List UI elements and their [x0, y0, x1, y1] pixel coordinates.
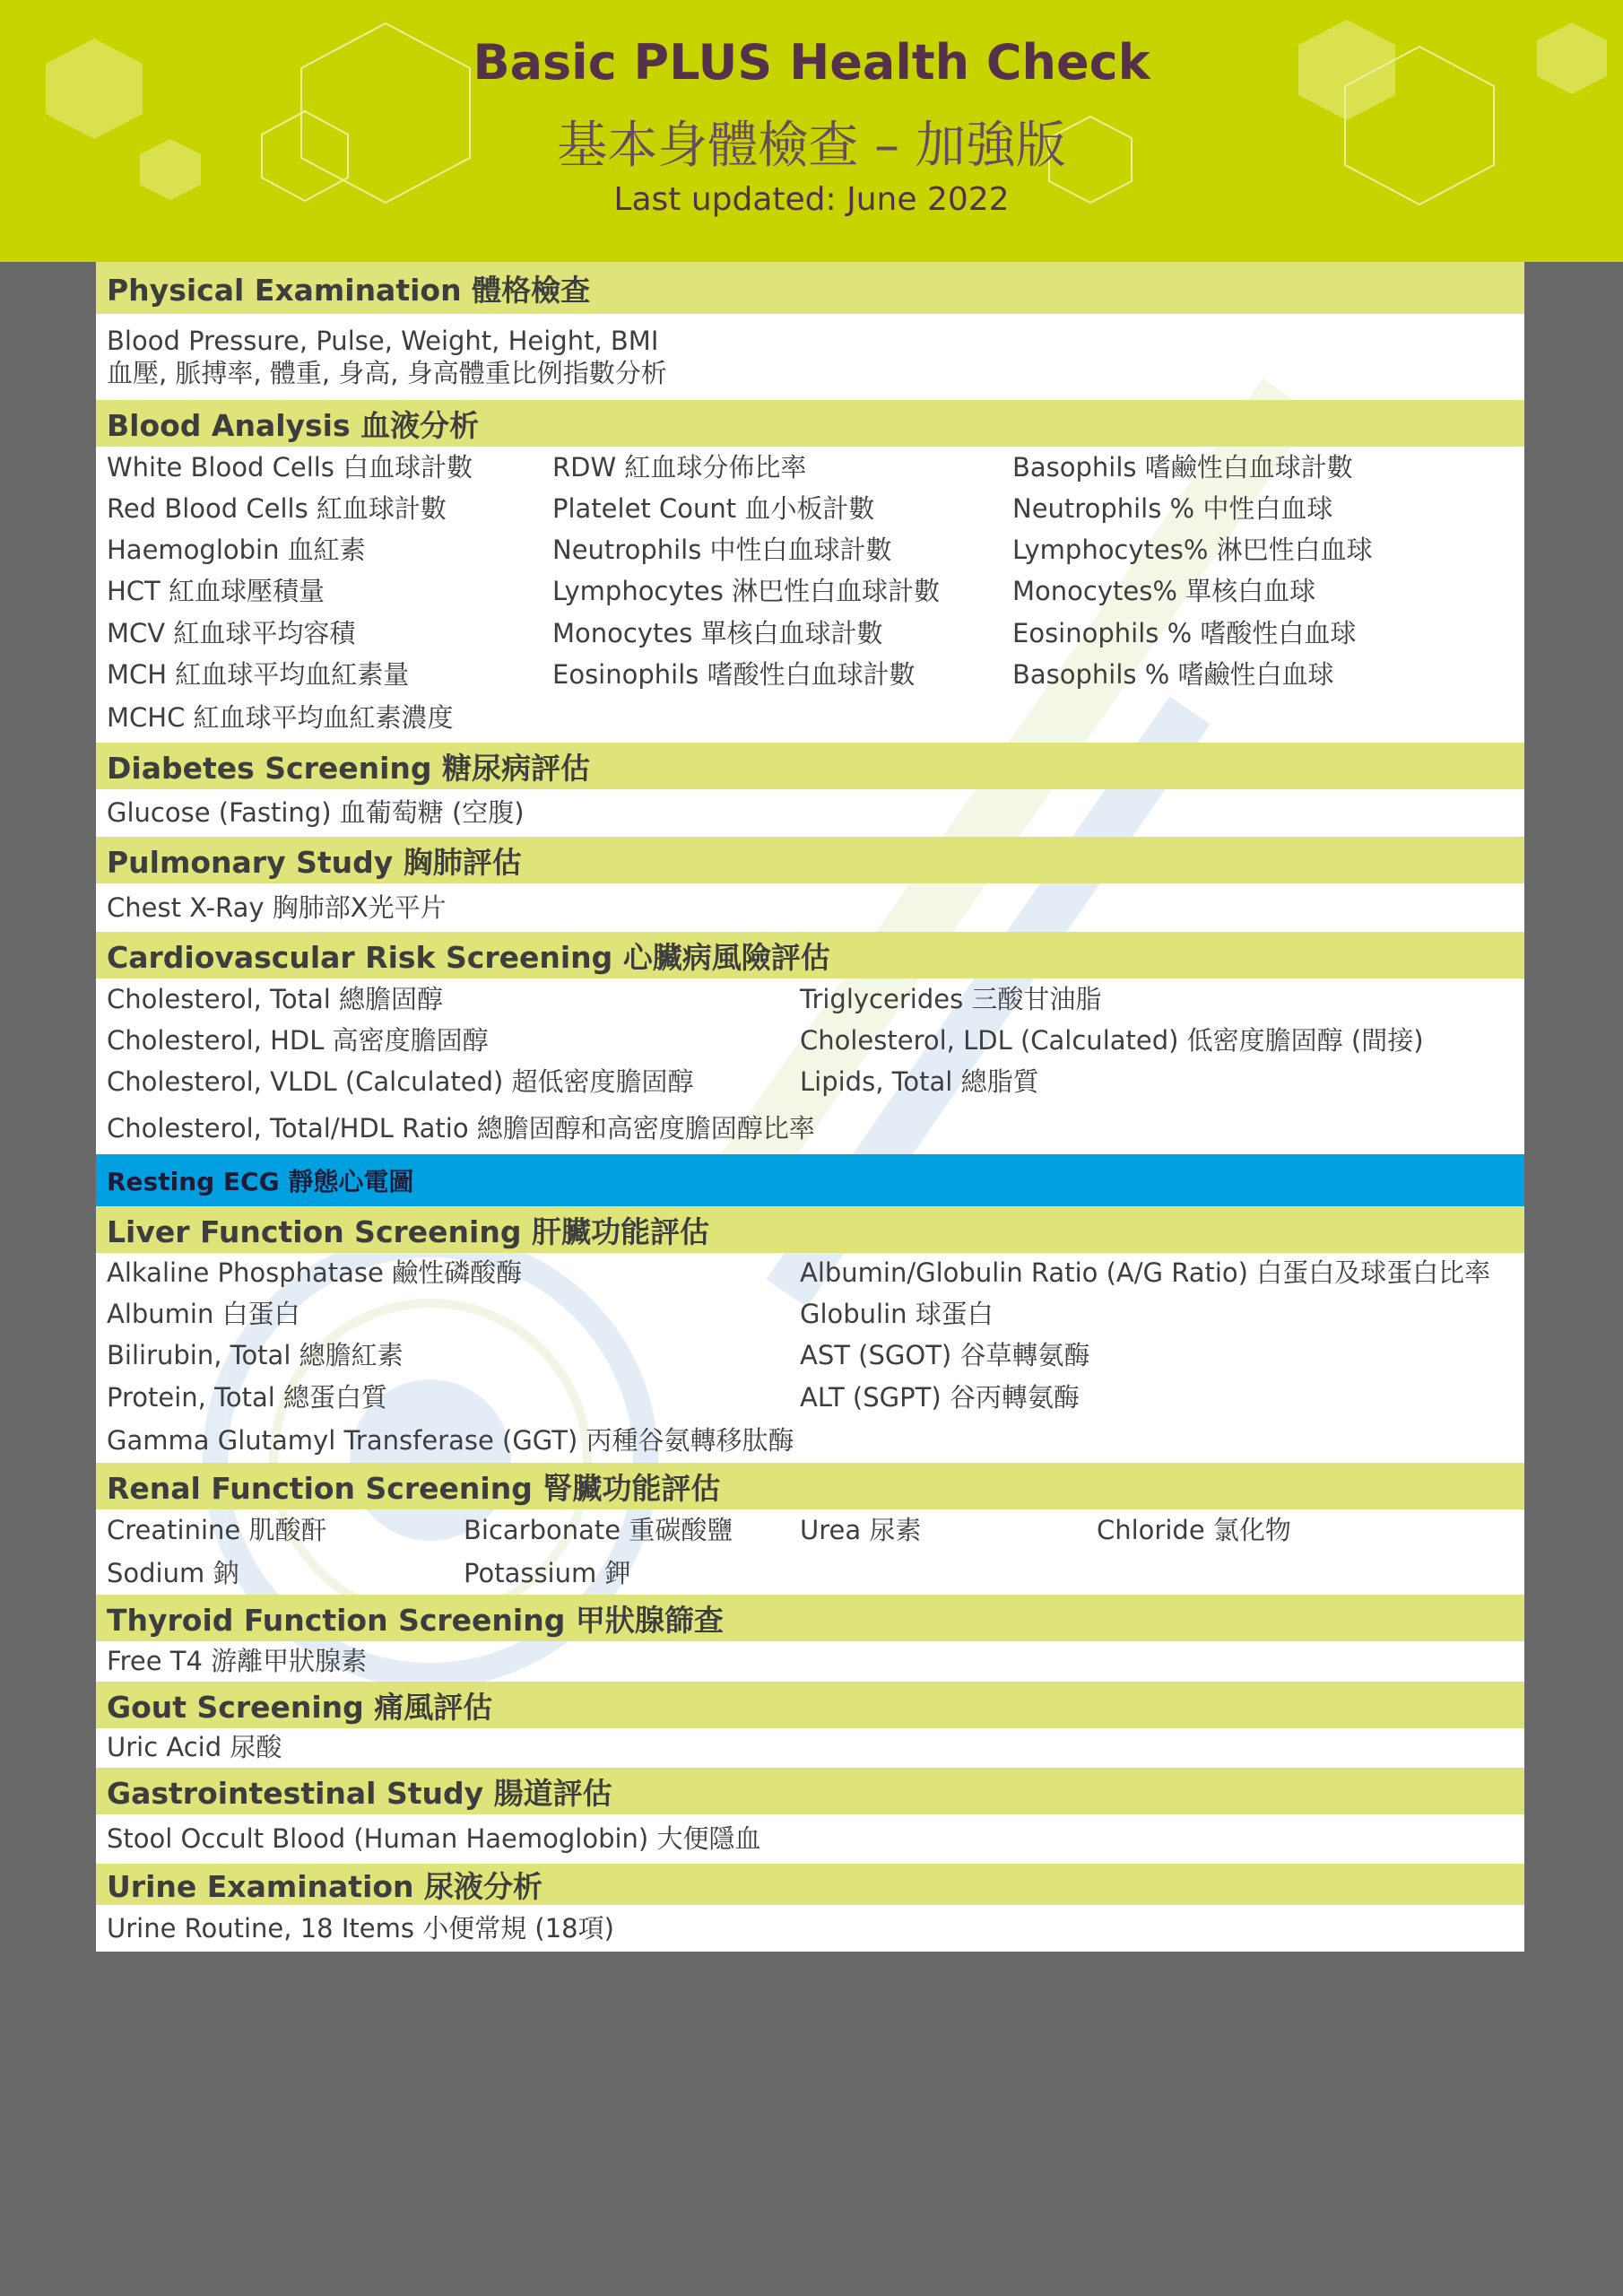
list-item: Cholesterol, LDL (Calculated) 低密度膽固醇 (間接)	[800, 1025, 1424, 1056]
list-item: HCT 紅血球壓積量	[107, 576, 325, 606]
list-item: Lymphocytes% 淋巴性白血球	[1012, 535, 1373, 565]
section-resting-ecg: Resting ECG 靜態心電圖	[96, 1154, 1524, 1206]
list-item: Lipids, Total 總脂質	[800, 1066, 1039, 1097]
list-item: Cholesterol, Total 總膽固醇	[107, 984, 444, 1014]
list-item: Cholesterol, VLDL (Calculated) 超低密度膽固醇	[107, 1066, 694, 1097]
section-pulmonary-study: Pulmonary Study 胸肺評估	[96, 837, 1524, 883]
page-header	[0, 0, 1623, 262]
list-item: Creatinine 肌酸酐	[107, 1515, 327, 1545]
list-item: Globulin 球蛋白	[800, 1299, 994, 1329]
last-updated: Last updated: June 2022	[613, 181, 1010, 218]
list-item: Protein, Total 總蛋白質	[107, 1382, 388, 1413]
section-renal-function: Renal Function Screening 腎臟功能評估	[96, 1463, 1524, 1509]
section-physical-examination: Physical Examination 體格檢查	[96, 262, 1524, 314]
list-item: Haemoglobin 血紅素	[107, 535, 366, 565]
list-item: MCV 紅血球平均容積	[107, 618, 356, 648]
list-item: White Blood Cells 白血球計數	[107, 452, 473, 483]
physical-items-en: Blood Pressure, Pulse, Weight, Height, BMI	[107, 326, 659, 356]
list-item: Urea 尿素	[800, 1515, 922, 1545]
list-item: Triglycerides 三酸甘油脂	[800, 984, 1102, 1014]
list-item: Gamma Glutamyl Transferase (GGT) 丙種谷氨轉移肽酶	[107, 1425, 794, 1456]
section-cardiovascular-risk: Cardiovascular Risk Screening 心臟病風險評估	[96, 932, 1524, 978]
list-item: Eosinophils 嗜酸性白血球計數	[552, 659, 916, 690]
list-item: Alkaline Phosphatase 鹼性磷酸酶	[107, 1257, 523, 1288]
checklist-table	[96, 262, 1524, 1952]
list-item: Bicarbonate 重碳酸鹽	[464, 1515, 733, 1545]
list-item: Albumin/Globulin Ratio (A/G Ratio) 白蛋白及球蛋白比率	[800, 1257, 1491, 1288]
section-thyroid-function: Thyroid Function Screening 甲狀腺篩查	[96, 1595, 1524, 1641]
list-item: Monocytes% 單核白血球	[1012, 576, 1316, 606]
list-item: Free T4 游離甲狀腺素	[107, 1646, 368, 1676]
list-item: Monocytes 單核白血球計數	[552, 618, 883, 648]
list-item: Basophils % 嗜鹼性白血球	[1012, 659, 1334, 690]
list-item: Bilirubin, Total 總膽紅素	[107, 1340, 404, 1370]
list-item: Uric Acid 尿酸	[107, 1732, 282, 1762]
list-item: Chest X-Ray 胸肺部X光平片	[107, 892, 447, 923]
list-item: Neutrophils % 中性白血球	[1012, 493, 1333, 524]
section-gastrointestinal-study: Gastrointestinal Study 腸道評估	[96, 1768, 1524, 1814]
list-item: MCHC 紅血球平均血紅素濃度	[107, 702, 454, 733]
list-item: MCH 紅血球平均血紅素量	[107, 659, 410, 690]
section-gout-screening: Gout Screening 痛風評估	[96, 1682, 1524, 1728]
section-diabetes-screening: Diabetes Screening 糖尿病評估	[96, 743, 1524, 789]
list-item: Sodium 鈉	[107, 1558, 239, 1588]
section-urine-examination: Urine Examination 尿液分析	[96, 1864, 1524, 1905]
list-item: Urine Routine, 18 Items 小便常規 (18項)	[107, 1913, 614, 1944]
list-item: Cholesterol, Total/HDL Ratio 總膽固醇和高密度膽固醇比率	[107, 1113, 815, 1144]
list-item: Albumin 白蛋白	[107, 1299, 300, 1329]
list-item: Potassium 鉀	[464, 1558, 631, 1588]
list-item: RDW 紅血球分佈比率	[552, 452, 807, 483]
page-title: Basic PLUS Health Check	[473, 34, 1150, 91]
section-liver-function: Liver Function Screening 肝臟功能評估	[96, 1206, 1524, 1253]
list-item: Glucose (Fasting) 血葡萄糖 (空腹)	[107, 797, 525, 828]
list-item: Eosinophils % 嗜酸性白血球	[1012, 618, 1357, 648]
list-item: Platelet Count 血小板計數	[552, 493, 875, 524]
section-blood-analysis: Blood Analysis 血液分析	[96, 400, 1524, 447]
page-title-chinese: 基本身體檢查 – 加強版	[557, 117, 1066, 175]
list-item: Stool Occult Blood (Human Haemoglobin) 大便隱血	[107, 1823, 761, 1854]
list-item: ALT (SGPT) 谷丙轉氨酶	[800, 1382, 1080, 1413]
list-item: Lymphocytes 淋巴性白血球計數	[552, 576, 941, 606]
list-item: Cholesterol, HDL 高密度膽固醇	[107, 1025, 489, 1056]
list-item: Neutrophils 中性白血球計數	[552, 535, 892, 565]
list-item: Red Blood Cells 紅血球計數	[107, 493, 447, 524]
list-item: Chloride 氯化物	[1097, 1515, 1291, 1545]
list-item: AST (SGOT) 谷草轉氨酶	[800, 1340, 1090, 1370]
physical-items-zh: 血壓, 脈搏率, 體重, 身高, 身高體重比例指數分析	[107, 358, 667, 388]
list-item: Basophils 嗜鹼性白血球計數	[1012, 452, 1353, 483]
